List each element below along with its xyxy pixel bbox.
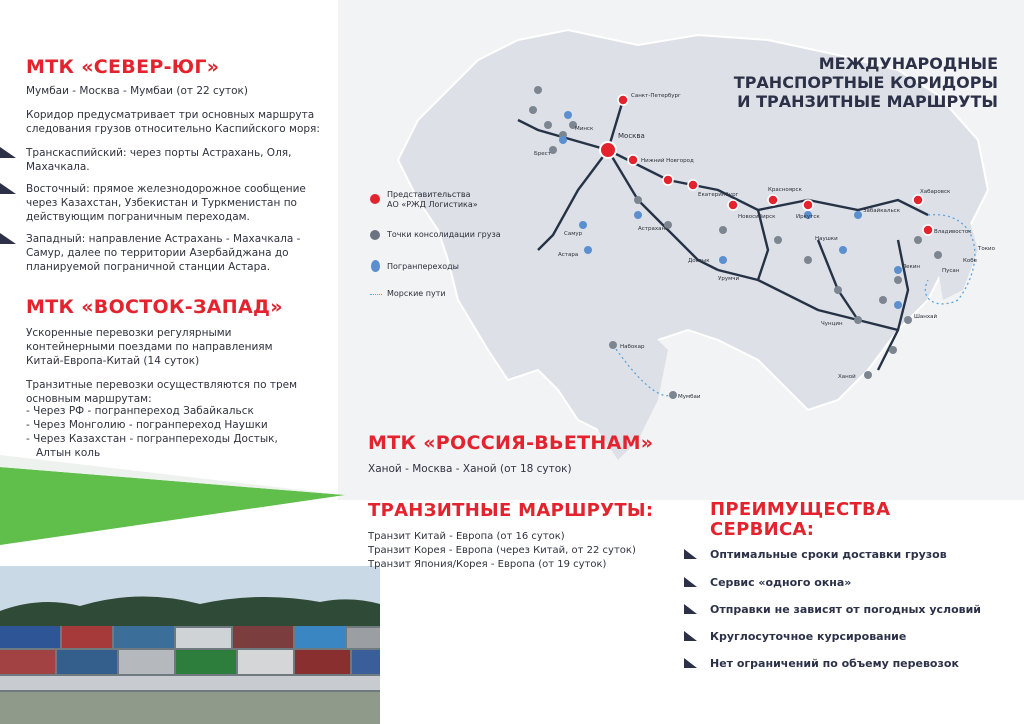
advantage-text: Нет ограничений по объему перевозок: [710, 657, 959, 670]
legend-sea: Морские пути: [387, 289, 446, 298]
container-terminal-photo: [0, 566, 380, 724]
label-zabaikalsk: Забайкальск: [863, 208, 901, 214]
north-south-title: МТК «СЕВЕР-ЮГ»: [26, 56, 220, 78]
container-terminal-illustration: [0, 566, 380, 724]
transit-line: Транзит Япония/Корея - Европа (от 19 суток): [368, 559, 607, 570]
east-west-paragraph-1: Ускоренные перевозки регулярными контейнерными поездами по направлениям Китай-Европа-Китай (14 суток): [26, 327, 273, 367]
legend-consolidation: Точки консолидации груза: [387, 230, 501, 239]
label-irkutsk: Иркутск: [796, 214, 820, 220]
advantages-title-line-2: СЕРВИСА:: [710, 519, 815, 540]
label-astara: Астара: [558, 252, 579, 258]
advantage-text: Отправки не зависят от погодных условий: [710, 603, 982, 616]
north-south-route: Мумбаи - Москва - Мумбаи (от 22 суток): [26, 85, 248, 97]
label-urumqi: Урумчи: [718, 276, 740, 282]
label-samur: Самур: [564, 231, 583, 237]
bullet-icon: [684, 577, 697, 587]
route-western: Западный: направление Астрахань - Махачкала - Самур, далее по территории Азербайджана до планируемой пограничной станции Астара.: [26, 233, 301, 273]
map-title-line-3: И ТРАНЗИТНЫЕ МАРШРУТЫ: [737, 92, 998, 111]
label-moscow: Москва: [618, 132, 645, 140]
advantage-item: [684, 603, 982, 616]
label-tokyo: Токио: [978, 246, 995, 252]
label-kobe: Кобе: [963, 258, 978, 264]
label-spb: Санкт-Петербург: [631, 93, 681, 99]
east-west-list: [26, 404, 278, 460]
transit-line: Транзит Корея - Европа (через Китай, от 22 суток): [368, 545, 636, 556]
east-west-item: Алтын коль: [36, 447, 101, 459]
label-nabokar: Набокар: [620, 344, 645, 350]
advantage-item: [684, 548, 947, 561]
russia-vietnam-route: Ханой - Москва - Ханой (от 18 суток): [368, 463, 572, 475]
route-transcaspian: Транскаспийский: через порты Астрахань, Оля, Махачкала.: [26, 147, 292, 173]
bullet-icon: [0, 183, 16, 194]
east-west-title: МТК «ВОСТОК-ЗАПАД»: [26, 296, 283, 318]
transit-title: ТРАНЗИТНЫЕ МАРШРУТЫ:: [368, 500, 654, 521]
bullet-icon: [0, 147, 16, 158]
advantage-item: [684, 657, 959, 670]
legend-offices-line-1: Представительства: [387, 190, 471, 199]
advantage-item: [684, 630, 907, 643]
label-naushki: Наушки: [815, 236, 838, 242]
bullet-icon: [684, 658, 697, 668]
east-west-item: - Через Монголию - погранпереход Наушки: [26, 419, 268, 431]
label-astrakhan: Астрахань: [638, 226, 669, 232]
label-khabarovsk: Хабаровск: [920, 189, 951, 195]
map-title: [734, 54, 998, 111]
route-eastern: Восточный: прямое железнодорожное сообщение через Казахстан, Узбекистан и Туркменистан по действующим пограничным переходам.: [26, 183, 306, 223]
label-dostyk: Достык: [688, 258, 710, 264]
office-legend-icon: [370, 194, 380, 204]
green-decoration: [0, 455, 345, 580]
legend-border: Погранпереходы: [387, 262, 459, 271]
north-south-intro: Коридор предусматривает три основных маршрута следования грузов относительно Каспийского моря:: [26, 109, 320, 135]
label-krasnoyarsk: Красноярск: [768, 187, 802, 193]
consolidation-legend-icon: [370, 230, 380, 240]
transit-line: Транзит Китай - Европа (от 16 суток): [368, 531, 565, 542]
east-west-item: - Через Казахстан - погранпереходы Достык,: [26, 433, 278, 445]
label-minsk: Минск: [575, 126, 594, 132]
legend-offices-line-2: АО «РЖД Логистика»: [387, 200, 478, 209]
advantage-item: [684, 576, 852, 589]
advantage-text: Оптимальные сроки доставки грузов: [710, 548, 947, 561]
label-shanghai: Шанхай: [914, 314, 938, 320]
border-legend-icon: [371, 260, 380, 272]
label-nn: Нижний Новгород: [641, 158, 694, 164]
bullet-icon: [684, 631, 697, 641]
label-chongqing: Чунцин: [821, 321, 843, 327]
label-novosibirsk: Новосибирск: [738, 214, 776, 220]
east-west-paragraph-2: Транзитные перевозки осуществляются по трем основным маршрутам:: [26, 379, 298, 405]
label-beijing: Пекин: [902, 264, 921, 270]
label-hanoi: Ханой: [838, 374, 856, 380]
office-moscow: [600, 142, 616, 158]
label-mumbai: Мумбаи: [678, 394, 701, 400]
advantages-title-line-1: ПРЕИМУЩЕСТВА: [710, 499, 891, 520]
advantage-text: Круглосуточное курсирование: [710, 630, 907, 643]
russia-vietnam-title: МТК «РОССИЯ-ВЬЕТНАМ»: [368, 432, 654, 454]
advantages-title: [710, 500, 890, 540]
label-vladivostok: Владивосток: [934, 229, 972, 235]
transit-list: [368, 530, 636, 572]
map-title-line-1: МЕЖДУНАРОДНЫЕ: [818, 54, 998, 73]
sea-legend-icon: [370, 294, 382, 295]
bullet-icon: [684, 549, 697, 559]
east-west-item: - Через РФ - погранпереход Забайкальск: [26, 405, 254, 417]
map-title-line-2: ТРАНСПОРТНЫЕ КОРИДОРЫ: [733, 73, 998, 92]
bullet-icon: [0, 233, 16, 244]
bullet-icon: [684, 604, 697, 614]
legend-offices: [387, 190, 478, 210]
label-busan: Пусан: [942, 268, 960, 274]
label-yekaterinburg: Екатеринбург: [698, 192, 739, 198]
advantage-text: Сервис «одного окна»: [710, 576, 852, 589]
label-brest: Брест: [534, 151, 551, 157]
